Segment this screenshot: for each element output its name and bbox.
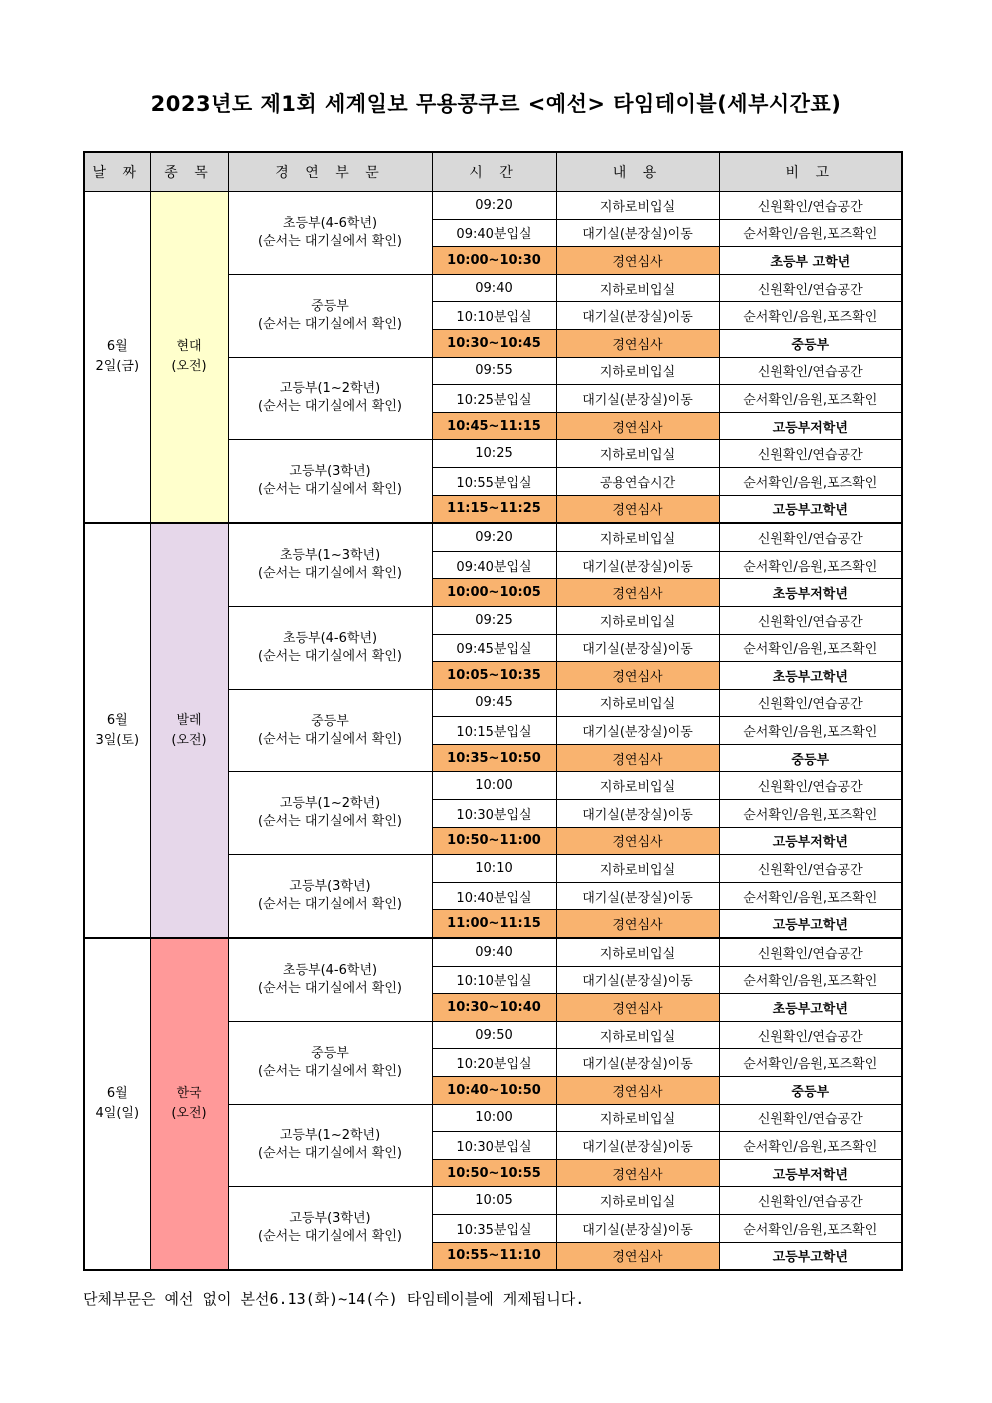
- time-cell: 09:45분입실: [432, 634, 556, 662]
- division-note: (순서는 대기실에서 확인): [258, 1229, 402, 1245]
- time-cell: 10:20분입실: [432, 1049, 556, 1077]
- time-cell: 10:35~10:50: [432, 744, 556, 772]
- content-cell: 지하로비입실: [556, 606, 719, 634]
- header-date: 날 짜: [84, 152, 150, 192]
- division-cell: [228, 1021, 432, 1104]
- division-note: (순서는 대기실에서 확인): [258, 1146, 402, 1162]
- remarks-cell: 고등부고학년: [719, 910, 902, 938]
- remarks-cell: 신원확인/연습공간: [719, 274, 902, 302]
- time-cell: 10:50~10:55: [432, 1159, 556, 1187]
- time-cell: 11:15~11:25: [432, 495, 556, 523]
- content-cell: 경연심사: [556, 412, 719, 440]
- date-month: 6월: [106, 339, 128, 355]
- remarks-cell: 순서확인/음원,포즈확인: [719, 882, 902, 910]
- division-cell: [228, 523, 432, 606]
- footer-note: 단체부문은 예선 없이 본선6.13(화)~14(수) 타임테이블에 게제됩니다.: [83, 1290, 585, 1308]
- time-cell: 10:00~10:05: [432, 579, 556, 607]
- division-name: 중등부: [311, 1045, 349, 1061]
- remarks-cell: 신원확인/연습공간: [719, 606, 902, 634]
- division-note: (순서는 대기실에서 확인): [258, 316, 402, 332]
- division-cell: [228, 1187, 432, 1270]
- division-cell: [228, 938, 432, 1021]
- division-name: 중등부: [311, 713, 349, 729]
- content-cell: 공용연습시간: [556, 467, 719, 495]
- content-cell: 경연심사: [556, 994, 719, 1022]
- header-content: 내 용: [556, 152, 719, 192]
- time-cell: 09:40분입실: [432, 219, 556, 247]
- content-cell: 지하로비입실: [556, 689, 719, 717]
- remarks-cell: 순서확인/음원,포즈확인: [719, 385, 902, 413]
- remarks-cell: 중등부: [719, 1077, 902, 1105]
- division-note: (순서는 대기실에서 확인): [258, 399, 402, 415]
- date-month: 6월: [106, 1086, 128, 1102]
- remarks-cell: 신원확인/연습공간: [719, 855, 902, 883]
- division-name: 고등부(1~2학년): [279, 796, 381, 812]
- header-category: 종 목: [150, 152, 228, 192]
- content-cell: 경연심사: [556, 910, 719, 938]
- division-note: (순서는 대기실에서 확인): [258, 1063, 402, 1079]
- content-cell: 경연심사: [556, 1159, 719, 1187]
- content-cell: 경연심사: [556, 495, 719, 523]
- division-cell: [228, 357, 432, 440]
- content-cell: 대기실(분장실)이동: [556, 882, 719, 910]
- remarks-cell: 고등부저학년: [719, 412, 902, 440]
- remarks-cell: 순서확인/음원,포즈확인: [719, 1049, 902, 1077]
- time-cell: 10:50~11:00: [432, 827, 556, 855]
- time-cell: 10:45~11:15: [432, 412, 556, 440]
- content-cell: 지하로비입실: [556, 440, 719, 468]
- content-cell: 지하로비입실: [556, 938, 719, 966]
- remarks-cell: 중등부: [719, 744, 902, 772]
- remarks-cell: 신원확인/연습공간: [719, 523, 902, 551]
- content-cell: 지하로비입실: [556, 1187, 719, 1215]
- division-cell: [228, 689, 432, 772]
- content-cell: 대기실(분장실)이동: [556, 219, 719, 247]
- content-cell: 대기실(분장실)이동: [556, 302, 719, 330]
- time-cell: 10:40분입실: [432, 882, 556, 910]
- division-name: 고등부(3학년): [289, 1211, 371, 1227]
- division-name: 고등부(1~2학년): [279, 381, 381, 397]
- time-cell: 10:00: [432, 772, 556, 800]
- remarks-cell: 신원확인/연습공간: [719, 938, 902, 966]
- remarks-cell: 순서확인/음원,포즈확인: [719, 966, 902, 994]
- remarks-cell: 초등부고학년: [719, 994, 902, 1022]
- content-cell: 경연심사: [556, 247, 719, 275]
- content-cell: 지하로비입실: [556, 772, 719, 800]
- date-cell: [84, 938, 150, 1270]
- division-name: 초등부(4-6학년): [282, 962, 378, 978]
- content-cell: 지하로비입실: [556, 192, 719, 220]
- header-remarks: 비 고: [719, 152, 902, 192]
- category-session: (오전): [171, 732, 207, 748]
- content-cell: 경연심사: [556, 329, 719, 357]
- page-title: 2023년도 제1회 세계일보 무용콩쿠르 <예선> 타임테이블(세부시간표): [150, 92, 842, 116]
- remarks-cell: 신원확인/연습공간: [719, 1021, 902, 1049]
- time-cell: 09:45: [432, 689, 556, 717]
- time-cell: 09:40분입실: [432, 551, 556, 579]
- remarks-cell: 초등부저학년: [719, 579, 902, 607]
- content-cell: 지하로비입실: [556, 357, 719, 385]
- content-cell: 대기실(분장실)이동: [556, 1049, 719, 1077]
- division-name: 중등부: [311, 298, 349, 314]
- content-cell: 경연심사: [556, 1242, 719, 1270]
- division-name: 고등부(1~2학년): [279, 1128, 381, 1144]
- division-name: 초등부(1~3학년): [279, 548, 381, 564]
- date-month: 6월: [106, 712, 128, 728]
- time-cell: 10:25분입실: [432, 385, 556, 413]
- date-day: 2일(금): [95, 359, 140, 375]
- date-day: 3일(토): [95, 732, 140, 748]
- content-cell: 대기실(분장실)이동: [556, 1214, 719, 1242]
- division-name: 초등부(4-6학년): [282, 630, 378, 646]
- time-cell: 10:00~10:30: [432, 247, 556, 275]
- remarks-cell: 고등부저학년: [719, 827, 902, 855]
- time-cell: 09:55: [432, 357, 556, 385]
- time-cell: 10:25: [432, 440, 556, 468]
- time-cell: 09:50: [432, 1021, 556, 1049]
- remarks-cell: 순서확인/음원,포즈확인: [719, 1132, 902, 1160]
- content-cell: 경연심사: [556, 827, 719, 855]
- category-cell: [150, 523, 228, 938]
- remarks-cell: 순서확인/음원,포즈확인: [719, 800, 902, 828]
- time-cell: 10:30분입실: [432, 1132, 556, 1160]
- division-note: (순서는 대기실에서 확인): [258, 648, 402, 664]
- time-cell: 11:00~11:15: [432, 910, 556, 938]
- content-cell: 대기실(분장실)이동: [556, 634, 719, 662]
- table-row: [84, 938, 902, 966]
- category-name: 현대: [176, 339, 202, 355]
- division-cell: [228, 855, 432, 938]
- time-cell: 10:10분입실: [432, 302, 556, 330]
- division-note: (순서는 대기실에서 확인): [258, 731, 402, 747]
- content-cell: 지하로비입실: [556, 274, 719, 302]
- remarks-cell: 신원확인/연습공간: [719, 689, 902, 717]
- remarks-cell: 고등부고학년: [719, 1242, 902, 1270]
- remarks-cell: 순서확인/음원,포즈확인: [719, 717, 902, 745]
- time-cell: 10:05: [432, 1187, 556, 1215]
- remarks-cell: 순서확인/음원,포즈확인: [719, 219, 902, 247]
- division-note: (순서는 대기실에서 확인): [258, 233, 402, 249]
- time-cell: 09:20: [432, 192, 556, 220]
- remarks-cell: 신원확인/연습공간: [719, 1187, 902, 1215]
- division-cell: [228, 192, 432, 275]
- header-row: [84, 152, 902, 192]
- time-cell: 10:30~10:40: [432, 994, 556, 1022]
- division-cell: [228, 1104, 432, 1187]
- time-cell: 10:35분입실: [432, 1214, 556, 1242]
- content-cell: 경연심사: [556, 1077, 719, 1105]
- remarks-cell: 중등부: [719, 329, 902, 357]
- category-cell: [150, 938, 228, 1270]
- remarks-cell: 순서확인/음원,포즈확인: [719, 634, 902, 662]
- date-day: 4일(일): [95, 1106, 140, 1122]
- header-division: 경 연 부 문: [228, 152, 432, 192]
- content-cell: 대기실(분장실)이동: [556, 385, 719, 413]
- time-cell: 09:40: [432, 938, 556, 966]
- division-cell: [228, 606, 432, 689]
- time-cell: 10:10분입실: [432, 966, 556, 994]
- content-cell: 대기실(분장실)이동: [556, 551, 719, 579]
- time-cell: 10:55분입실: [432, 467, 556, 495]
- category-session: (오전): [171, 1106, 207, 1122]
- remarks-cell: 신원확인/연습공간: [719, 440, 902, 468]
- remarks-cell: 순서확인/음원,포즈확인: [719, 551, 902, 579]
- division-name: 고등부(3학년): [289, 464, 371, 480]
- remarks-cell: 신원확인/연습공간: [719, 772, 902, 800]
- content-cell: 대기실(분장실)이동: [556, 966, 719, 994]
- remarks-cell: 초등부 고학년: [719, 247, 902, 275]
- content-cell: 대기실(분장실)이동: [556, 800, 719, 828]
- remarks-cell: 신원확인/연습공간: [719, 1104, 902, 1132]
- date-cell: [84, 192, 150, 524]
- content-cell: 대기실(분장실)이동: [556, 717, 719, 745]
- category-cell: [150, 192, 228, 524]
- division-name: 고등부(3학년): [289, 879, 371, 895]
- content-cell: 지하로비입실: [556, 1021, 719, 1049]
- time-cell: 10:00: [432, 1104, 556, 1132]
- date-cell: [84, 523, 150, 938]
- table-row: [84, 192, 902, 220]
- time-cell: 09:20: [432, 523, 556, 551]
- division-cell: [228, 274, 432, 357]
- time-cell: 09:25: [432, 606, 556, 634]
- remarks-cell: 순서확인/음원,포즈확인: [719, 467, 902, 495]
- timetable: [83, 151, 903, 1271]
- timetable-body: [84, 192, 902, 1271]
- category-name: 발레: [176, 712, 202, 728]
- table-row: [84, 523, 902, 551]
- content-cell: 지하로비입실: [556, 855, 719, 883]
- time-cell: 10:40~10:50: [432, 1077, 556, 1105]
- division-note: (순서는 대기실에서 확인): [258, 897, 402, 913]
- content-cell: 경연심사: [556, 662, 719, 690]
- division-note: (순서는 대기실에서 확인): [258, 814, 402, 830]
- remarks-cell: 순서확인/음원,포즈확인: [719, 1214, 902, 1242]
- remarks-cell: 신원확인/연습공간: [719, 357, 902, 385]
- category-session: (오전): [171, 359, 207, 375]
- content-cell: 지하로비입실: [556, 523, 719, 551]
- time-cell: 10:05~10:35: [432, 662, 556, 690]
- time-cell: 09:40: [432, 274, 556, 302]
- time-cell: 10:15분입실: [432, 717, 556, 745]
- time-cell: 10:10: [432, 855, 556, 883]
- content-cell: 대기실(분장실)이동: [556, 1132, 719, 1160]
- content-cell: 경연심사: [556, 744, 719, 772]
- remarks-cell: 고등부고학년: [719, 495, 902, 523]
- remarks-cell: 고등부저학년: [719, 1159, 902, 1187]
- division-cell: [228, 772, 432, 855]
- division-note: (순서는 대기실에서 확인): [258, 566, 402, 582]
- division-note: (순서는 대기실에서 확인): [258, 482, 402, 498]
- time-cell: 10:30분입실: [432, 800, 556, 828]
- remarks-cell: 순서확인/음원,포즈확인: [719, 302, 902, 330]
- header-time: 시 간: [432, 152, 556, 192]
- content-cell: 지하로비입실: [556, 1104, 719, 1132]
- time-cell: 10:55~11:10: [432, 1242, 556, 1270]
- division-note: (순서는 대기실에서 확인): [258, 980, 402, 996]
- remarks-cell: 초등부고학년: [719, 662, 902, 690]
- time-cell: 10:30~10:45: [432, 329, 556, 357]
- content-cell: 경연심사: [556, 579, 719, 607]
- division-cell: [228, 440, 432, 523]
- division-name: 초등부(4-6학년): [282, 215, 378, 231]
- category-name: 한국: [176, 1086, 202, 1102]
- remarks-cell: 신원확인/연습공간: [719, 192, 902, 220]
